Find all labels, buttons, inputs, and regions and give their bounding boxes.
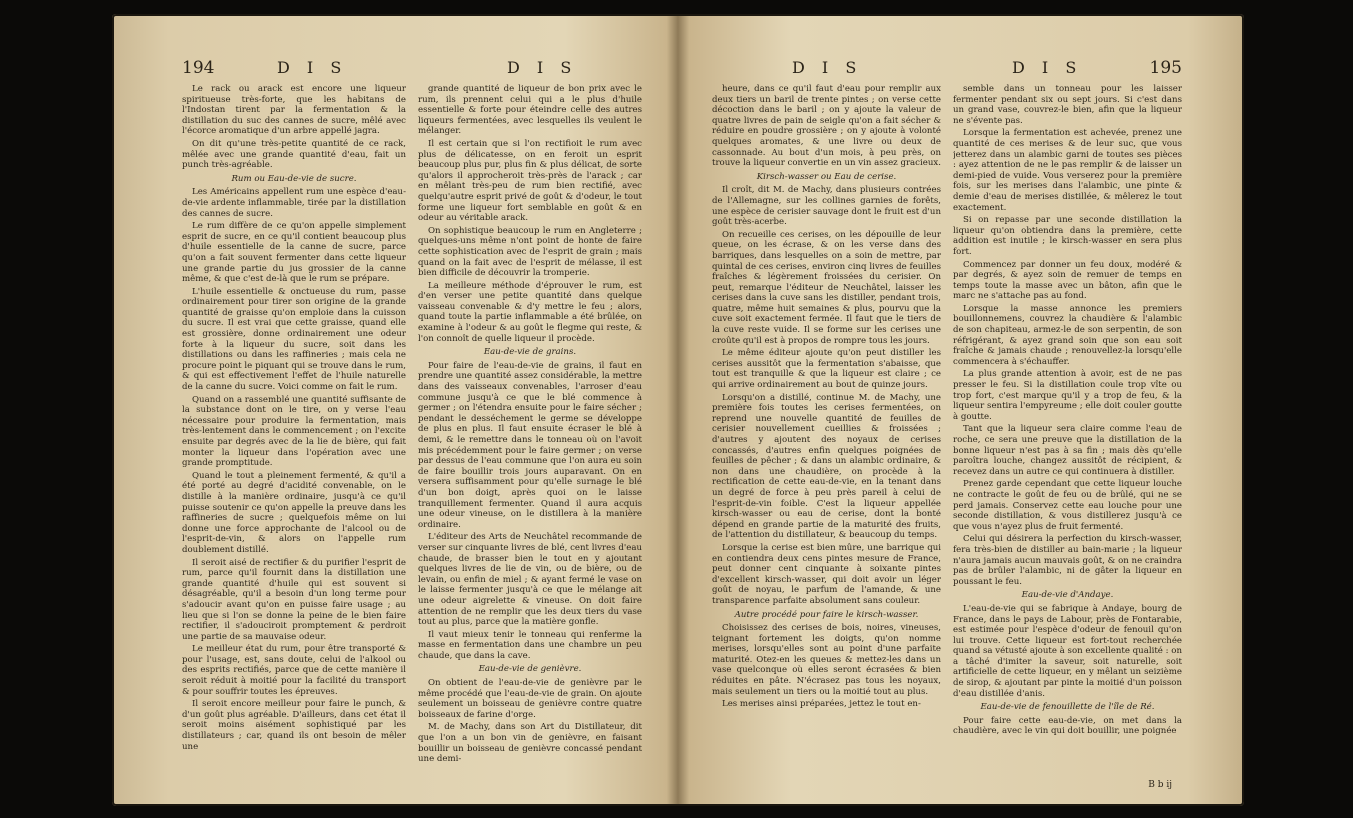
- open-book: [112, 14, 1244, 806]
- paragraph: Tant que la liqueur sera claire comme l'eau de roche, ce sera une preuve que la distillation de la bonne liqueur n'est pas à sa fin ; mais dès qu'elle paroîtra louche, changez aussitôt de récipient, & recevez dans un autre ce qui continuera à distiller.: [953, 424, 1182, 477]
- right-header-word-1: D I S: [792, 58, 863, 77]
- paragraph: Lorsque la cerise est bien mûre, une barrique qui en contiendra deux cens pintes mesure de France, peut donner cent cinquante à soixante pintes d'excellent kirsch-wasser, qui doit avoir un léger goût de noyau, le parfum de l'amande, & une transparence parfaite absolument sans couleur.: [712, 542, 941, 606]
- left-header-word-1: D I S: [277, 58, 348, 77]
- paragraph: Il croît, dit M. de Machy, dans plusieurs contrées de l'Allemagne, sur les collines garnies de forêts, une espèce de cerisier sauvage dont le fruit est d'un goût très-acerbe.: [712, 185, 941, 228]
- paragraph: heure, dans ce qu'il faut d'eau pour remplir aux deux tiers un baril de trente pintes ; on verse cette décoction dans le baril ; on y ajoute la valeur de quatre livres de pain de seigle qu'on a fait sécher & réduire en poudre grossière ; on y ajoute à volonté quelques aromates, & une livre ou deux de cassonnade. Au bout d'un mois, à peu près, on trouve la liqueur convertie en un vin assez gracieux.: [712, 84, 941, 169]
- section-heading: Rum ou Eau-de-vie de sucre.: [231, 173, 357, 184]
- section-heading: Autre procédé pour faire le kirsch-wasser.: [734, 609, 919, 620]
- left-page: [182, 54, 642, 794]
- paragraph: Il seroit aisé de rectifier & du purifier l'esprit de rum, parce qu'il fournit dans la distillation une grande quantité d'huile qui est souvent si désagréable, qu'il a besoin d'un long terme pour s'adoucir avant qu'on en puisse faire usage ; au lieu que si l'on se donne la peine de le bien faire rectifier, il s'adouciroit promptement & perdroit une partie de sa mauvaise odeur.: [182, 557, 406, 642]
- paragraph: semble dans un tonneau pour les laisser fermenter pendant six ou sept jours. Si c'est dans un grand vase, couvrez-le bien, afin que la liqueur ne s'évente pas.: [953, 84, 1182, 126]
- paragraph: L'huile essentielle & onctueuse du rum, passe ordinairement pour tirer son origine de la grande quantité de graisse qu'on emploie dans la cuisson du sucre. Il est vrai que cette graisse, quand elle est grossière, donne ordinairement une odeur forte à la liqueur du sucre, soit dans les distillations ou dans les raffineries ; mais cela ne procure point le piquant qui se trouve dans le rum, & qui est effectivement l'effet de l'huile naturelle de la canne du sucre. Voici comme on fait le rum.: [182, 286, 406, 393]
- paragraph: Il est certain que si l'on rectifioit le rum avec plus de délicatesse, on en feroit un esprit beaucoup plus pur, plus fin & plus délicat, de sorte qu'alors il approcheroit très-près de l'arack ; car en mêlant très-peu de rum bien rectifié, avec quelqu'autre esprit privé de goût & d'odeur, le tout forme une liqueur fort semblable en goût & en odeur au véritable arack.: [418, 138, 642, 224]
- paragraph: grande quantité de liqueur de bon prix avec le rum, ils prennent celui qui a le plus d'huile essentielle & forte pour éteindre celle des autres liqueurs fermentées, avec lesquelles ils veulent le mélanger.: [418, 84, 642, 137]
- section-heading: Eau-de-vie de grains.: [483, 347, 577, 358]
- paragraph: Pour faire de l'eau-de-vie de grains, il faut en prendre une quantité assez considérable, la mettre dans des vaisseaux convenables, l'arroser d'eau commune jusqu'à ce que le blé commence à germer ; on l'étendra ensuite pour le faire sécher ; pendant le desséchement le germe se développe de plus en plus. Il faut ensuite écraser le blé à demi, & le remettre dans le tonneau où on l'avoit mis précédemment pour le faire germer ; on verse par dessus de l'eau commune que l'on aura eu soin de faire bouillir trois jours auparavant. On en versera suffisamment pour qu'elle surnage le blé d'un bon doigt, après quoi on le laisse tranquillement fermenter. Quand il aura acquis une odeur vineuse, on le distillera à la manière ordinaire.: [418, 360, 642, 530]
- signature-mark: B b ij: [1148, 780, 1172, 790]
- paragraph: L'eau-de-vie qui se fabrique à Andaye, bourg de France, dans le pays de Labour, près de Fontarabie, est estimée pour l'espèce d'odeur de fenouil qu'on lui trouve. Cette liqueur est fort-tout recherchée quand sa vétusté ajoute à son excellente qualité : on a tâché d'imiter la saveur, soit naturelle, soit artificielle de cette liqueur, en y mêlant un seizième de sirop, & ajoutant par pinte la moitié d'un poisson d'eau distillée d'anis.: [953, 603, 1182, 699]
- paragraph: Lorsque la fermentation est achevée, prenez une quantité de ces merises & de leur suc, que vous jetterez dans un alambic garni de toutes ses pièces : ayez attention de ne le pas remplir & de laisser un demi-pied de vuide. Vous verserez pour la première fois, sur les merises dans l'alambic, une pinte & demie d'eau de merises distillée, & mêlerez le tout exactement.: [953, 128, 1182, 213]
- section-heading: Eau-de-vie d'Andaye.: [1021, 590, 1114, 601]
- section-heading: Eau-de-vie de fenouillette de l'île de Ré.: [980, 702, 1155, 713]
- paragraph: Celui qui désirera la perfection du kirsch-wasser, fera très-bien de distiller au bain-marie ; la liqueur n'aura jamais aucun mauvais goût, & on ne craindra pas de brûler l'alambic, ni de gâter la liqueur en poussant le feu.: [953, 534, 1182, 587]
- paragraph: Lorsqu'on a distillé, continue M. de Machy, une première fois toutes les cerises fermentées, on reprend une nouvelle quantité de feuilles de cerisier nouvellement cueillies & froissées ; d'autres y ajoutent des noyaux de cerises concassés, d'autres enfin quelques poignées de feuilles de pêcher ; & dans un alambic ordinaire, & non dans une chaudière, on procède à la rectification de cette eau-de-vie, en la tenant dans un degré de force à peu près pareil à celui de l'esprit-de-vin foible. C'est la liqueur appellée kirsch-wasser ou eau de cerise, dont la bonté dépend en grande partie de la maturité des fruits, de l'attention du distillateur, & beaucoup du temps.: [712, 392, 941, 541]
- section-heading: Eau-de-vie de genièvre.: [478, 664, 582, 675]
- right-column-2: [953, 84, 1182, 794]
- left-running-head: [182, 54, 642, 88]
- paragraph: Si on repasse par une seconde distillation la liqueur qu'on obtiendra dans la première, cette addition est inutile ; le kirsch-wasser en sera plus fort.: [953, 215, 1182, 257]
- paragraph: Le meilleur état du rum, pour être transporté & pour l'usage, est, sans doute, celui de l'alkool ou des esprits rectifiés, parce que de cette manière il seroit réduit à moitié pour la facilité du transport & pour souffrir toutes les épreuves.: [182, 644, 406, 697]
- right-page-number: 195: [1149, 58, 1182, 78]
- paragraph: On obtient de l'eau-de-vie de genièvre par le même procédé que l'eau-de-vie de grain. On ajoute seulement un boisseau de genièvre contre quatre boisseaux de farine d'orge.: [418, 678, 642, 720]
- paragraph: Pour faire cette eau-de-vie, on met dans la chaudière, avec le vin qui doit bouillir, une poignée: [953, 715, 1182, 737]
- paragraph: Quand on a rassemblé une quantité suffisante de la substance dont on le tire, on y verse l'eau nécessaire pour produire la fermentation, mais très-lentement dans le commencement ; on l'excite ensuite par degrés avec de la lie de bière, qui fait monter la liqueur dans l'opération avec une grande promptitude.: [182, 394, 406, 469]
- paragraph: Le même éditeur ajoute qu'on peut distiller les cerises aussitôt que la fermentation s'abaisse, que tout est tranquille & que la liqueur est claire ; ce qui arrive ordinairement au bout de quinze jours.: [712, 348, 941, 391]
- paragraph: M. de Machy, dans son Art du Distillateur, dit que l'on a un bon vin de genièvre, en faisant bouillir un boisseau de genièvre concassé pendant une demi-: [418, 722, 642, 765]
- paragraph: Quand le tout a pleinement fermenté, & qu'il a été porté au degré d'acidité convenable, on le distille à la manière ordinaire, jusqu'à ce qu'il puisse soutenir ce qu'on appelle la preuve dans les raffineries de sucre ; quelquefois même on lui donne une force approchante de l'alcool ou de l'esprit-de-vin, & alors on l'appelle rum doublement distillé.: [182, 470, 406, 555]
- paragraph: Il vaut mieux tenir le tonneau qui renferme la masse en fermentation dans une chambre un peu chaude, que dans la cave.: [418, 629, 642, 661]
- paragraph: L'éditeur des Arts de Neuchâtel recommande de verser sur cinquante livres de blé, cent livres d'eau chaude, de brasser bien le tout en y ajoutant quelques livres de lie de vin, ou de bière, ou de levain, ou enfin de miel ; & ayant fermé le vase on le laisse fermenter jusqu'à ce que le mélange ait une odeur aigrelette & vineuse. On doit faire attention de ne remplir que les deux tiers du vase tout au plus, parce que la matière gonfle.: [418, 532, 642, 628]
- section-heading: Kirsch-wasser ou Eau de cerise.: [756, 171, 897, 182]
- paragraph: Il seroit encore meilleur pour faire le punch, & d'un goût plus agréable. D'ailleurs, dans cet état il seroit moins aisément sophistiqué par les distillateurs ; car, quand ils ont besoin de mêler une: [182, 699, 406, 752]
- paragraph: Les Américains appellent rum une espèce d'eau-de-vie ardente inflammable, tirée par la distillation des cannes de sucre.: [182, 187, 406, 219]
- paragraph: Choisissez des cerises de bois, noires, vineuses, teignant fortement les doigts, qu'on nomme merises, lorsqu'elles sont au point d'une parfaite maturité. Otez-en les queues & mettez-les dans un vase quelconque où elles seront écrasées & bien réduites en pâte. N'écrasez pas tous les noyaux, mais seulement un tiers ou la moitié tout au plus.: [712, 623, 941, 697]
- paragraph: Commencez par donner un feu doux, modéré & par degrés, & ayez soin de remuer de temps en temps toute la masse avec un bâton, afin que le marc ne s'attache pas au fond.: [953, 259, 1182, 302]
- right-page: [712, 54, 1182, 794]
- paragraph: On sophistique beaucoup le rum en Angleterre ; quelques-uns même n'ont point de honte de faire cette sophistication avec de l'esprit de grain ; mais quand on la fait avec de l'esprit de mélasse, il est bien difficile de découvrir la tromperie.: [418, 225, 642, 279]
- paragraph: Les merises ainsi préparées, jettez le tout en-: [722, 699, 921, 710]
- paragraph: Le rack ou arack est encore une liqueur spiritueuse très-forte, que les habitans de l'Indostan tirent par la fermentation & la distillation du suc des cannes de sucre, mêlé avec l'écorce aromatique d'un arbre appellé jagra.: [182, 84, 406, 137]
- right-header-word-2: D I S: [1012, 58, 1083, 77]
- right-running-head: [712, 54, 1182, 88]
- right-column-1: [712, 84, 941, 794]
- paragraph: Prenez garde cependant que cette liqueur louche ne contracte le goût de feu ou de brûlé, qui ne se perd jamais. Conservez cette eau louche pour une seconde distillation, & vous distillerez jusqu'à ce que vous n'ayez plus de fruit fermenté.: [953, 479, 1182, 532]
- paragraph: La meilleure méthode d'éprouver le rum, est d'en verser une petite quantité dans quelque vaisseau convenable & d'y mettre le feu ; alors, quand toute la partie inflammable a été brûlée, on examine à l'odeur & au goût le flegme qui reste, & l'on connoît de quelle liqueur il procède.: [418, 280, 642, 344]
- paragraph: On dit qu'une très-petite quantité de ce rack, mêlée avec une grande quantité d'eau, fait un punch très-agréable.: [182, 138, 406, 171]
- paragraph: On recueille ces cerises, on les dépouille de leur queue, on les écrase, & on les verse dans des barriques, dans lesquelles on a soin de mettre, par quintal de ces cerises, environ cinq livres de feuilles fraîches & légèrement froissées du cerisier. On peut, remarque l'éditeur de Neuchâtel, laisser les cerises dans la cuve sans les distiller, pendant trois, quatre, même huit semaines & plus, pourvu que la cuve soit exactement fermée. Il faut que le tiers de la cuve reste vuide. Il se forme sur les cerises une croûte qu'il est à propos de rompre tous les jours.: [712, 229, 941, 346]
- paragraph: La plus grande attention à avoir, est de ne pas presser le feu. Si la distillation coule trop vîte ou trop fort, c'est marque qu'il y a trop de feu, & la liqueur sentira l'empyreume ; elle doit couler goutte à goutte.: [953, 369, 1182, 422]
- left-column-2: [418, 84, 642, 794]
- paragraph: Le rum diffère de ce qu'on appelle simplement esprit de sucre, en ce qu'il contient beaucoup plus d'huile essentielle de la canne de sucre, parce qu'on a fait souvent fermenter dans cette liqueur une grande partie du jus grossier de la canne même, & que c'est de-là que le rum se prépare.: [182, 221, 406, 285]
- left-column-1: [182, 84, 406, 794]
- paragraph: Lorsque la masse annonce les premiers bouillonnemens, couvrez la chaudière & l'alambic de son chapiteau, armez-le de son serpentin, de son réfrigérant, & ayez grand soin que son eau soit fraîche & jamais chaude ; renouvellez-la lorsqu'elle commencera à s'échauffer.: [953, 303, 1182, 367]
- left-page-number: 194: [182, 58, 215, 78]
- left-header-word-2: D I S: [507, 58, 578, 77]
